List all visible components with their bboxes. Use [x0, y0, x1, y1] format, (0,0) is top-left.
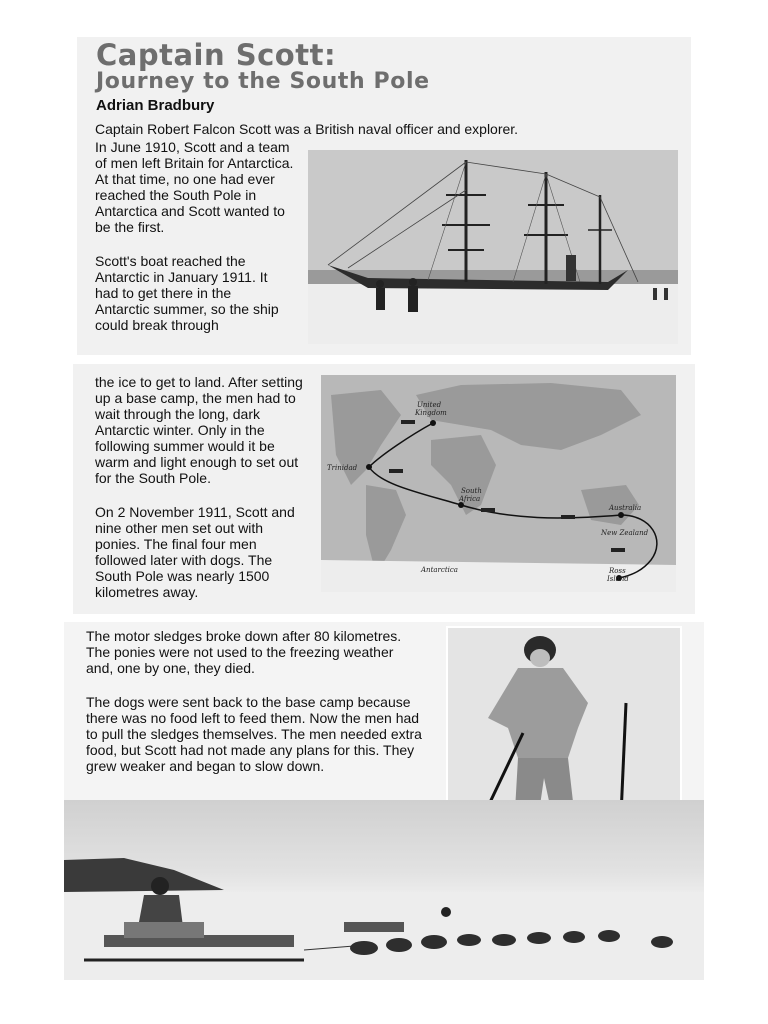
page-title — [96, 40, 430, 94]
journey-paragraph-2: The dogs were sent back to the base camp because there was no food left to feed them. Now the men had to pull the sledges themselves. The men needed extra food, but Scott had not made any plans for this. They grew weaker and began to slow down. — [86, 694, 422, 774]
ship-icon — [611, 548, 625, 552]
author-name: Adrian Bradbury — [96, 97, 215, 114]
ship-icon — [389, 469, 403, 473]
map-label-uk-2: Kingdom — [415, 409, 447, 417]
map-label-sa-1: South — [461, 487, 482, 495]
map-label-ross-2: Island — [607, 575, 629, 583]
map-label-trinidad: Trinidad — [327, 464, 358, 472]
ship-icon — [561, 515, 575, 519]
intro-lede: Captain Robert Falcon Scott was a British naval officer and explorer. — [95, 121, 519, 137]
ship-icon — [401, 420, 415, 424]
map-label-uk-1: United — [417, 401, 442, 409]
map-label-sa-2: Africa — [459, 495, 481, 503]
map-label-ross-1: Ross — [609, 567, 626, 575]
ship-icon — [481, 508, 495, 512]
route-paragraph-1: the ice to get to land. After setting up a base camp, the men had to wait through the long, dark Antarctic winter. Only in the following summer would it be warm and light enough to set out for the South Pole. — [95, 374, 303, 486]
title-line-2: Journey to the South Pole — [96, 69, 430, 95]
trinidad-marker — [366, 464, 372, 470]
voyage-route-map — [321, 375, 676, 592]
map-label-antarctica: Antarctica — [421, 566, 458, 574]
journey-paragraph-1: The motor sledges broke down after 80 kilometres. The ponies were not used to the freezing weather and, one by one, they died. — [86, 628, 402, 676]
australia-marker — [618, 512, 624, 518]
uk-marker — [430, 420, 436, 426]
intro-paragraph-2: Scott's boat reached the Antarctic in January 1911. It had to get there in the Antarctic summer, so the ship could break through — [95, 253, 279, 333]
title-line-1: Captain Scott: — [96, 38, 337, 72]
ship-in-ice-photo — [308, 150, 678, 344]
map-label-australia: Australia — [609, 504, 642, 512]
intro-paragraph-1: In June 1910, Scott and a team of men left Britain for Antarctica. At that time, no one had ever reached the South Pole in Antarctica and Scott wanted to be the first. — [95, 139, 294, 235]
map-label-new-zealand: New Zealand — [601, 529, 649, 537]
route-paragraph-2: On 2 November 1911, Scott and nine other men set out with ponies. The final four men followed later with dogs. The South Pole was nearly 1500 kilometres away. — [95, 504, 295, 600]
sledge-and-dogs-photo — [64, 800, 704, 980]
